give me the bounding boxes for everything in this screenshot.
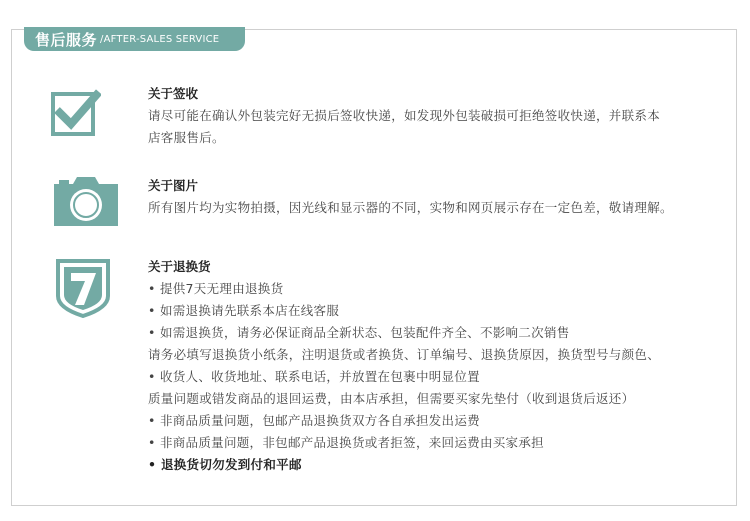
header-title-en: /AFTER-SALES SERVICE bbox=[100, 33, 220, 45]
paragraph-line: 所有图片均为实物拍摄，因光线和显示器的不同，实物和网页展示存在一定色差，敬请理解。 bbox=[148, 200, 673, 215]
section-images bbox=[148, 175, 673, 219]
list-item: • 退换货切勿发到付和平邮 bbox=[148, 457, 302, 472]
checkmark-icon bbox=[51, 86, 101, 142]
seven-day-shield-icon bbox=[55, 258, 111, 318]
section-header-tab bbox=[24, 27, 245, 51]
paragraph-line: 店客服售后。 bbox=[148, 130, 225, 145]
list-item: • 提供7天无理由退换货 bbox=[148, 281, 284, 296]
list-item: 质量问题或错发商品的退回运费，由本店承担，但需要买家先垫付（收到退货后返还） bbox=[148, 391, 635, 406]
section-returns bbox=[148, 256, 660, 476]
section-title: 关于图片 bbox=[148, 178, 199, 193]
list-item: 请务必填写退换货小纸条，注明退货或者换货、订单编号、退换货原因，换货型号与颜色、 bbox=[148, 347, 661, 362]
list-item: • 非商品质量问题，包邮产品退换货双方各自承担发出运费 bbox=[148, 413, 480, 428]
camera-icon bbox=[51, 174, 121, 228]
section-signing bbox=[148, 83, 713, 149]
list-item: • 收货人、收货地址、联系电话，并放置在包裹中明显位置 bbox=[148, 369, 480, 384]
section-title: 关于退换货 bbox=[148, 259, 211, 274]
section-title: 关于签收 bbox=[148, 86, 199, 101]
paragraph-line: 请尽可能在确认外包装完好无损后签收快递，如发现外包装破损可拒绝签收快递，并联系本 bbox=[148, 108, 661, 123]
list-item: • 如需退换请先联系本店在线客服 bbox=[148, 303, 340, 318]
list-item: • 如需退换货，请务必保证商品全新状态、包装配件齐全、不影响二次销售 bbox=[148, 325, 570, 340]
header-title-cn: 售后服务 bbox=[35, 30, 98, 49]
list-item: • 非商品质量问题，非包邮产品退换货或者拒签，来回运费由买家承担 bbox=[148, 435, 544, 450]
